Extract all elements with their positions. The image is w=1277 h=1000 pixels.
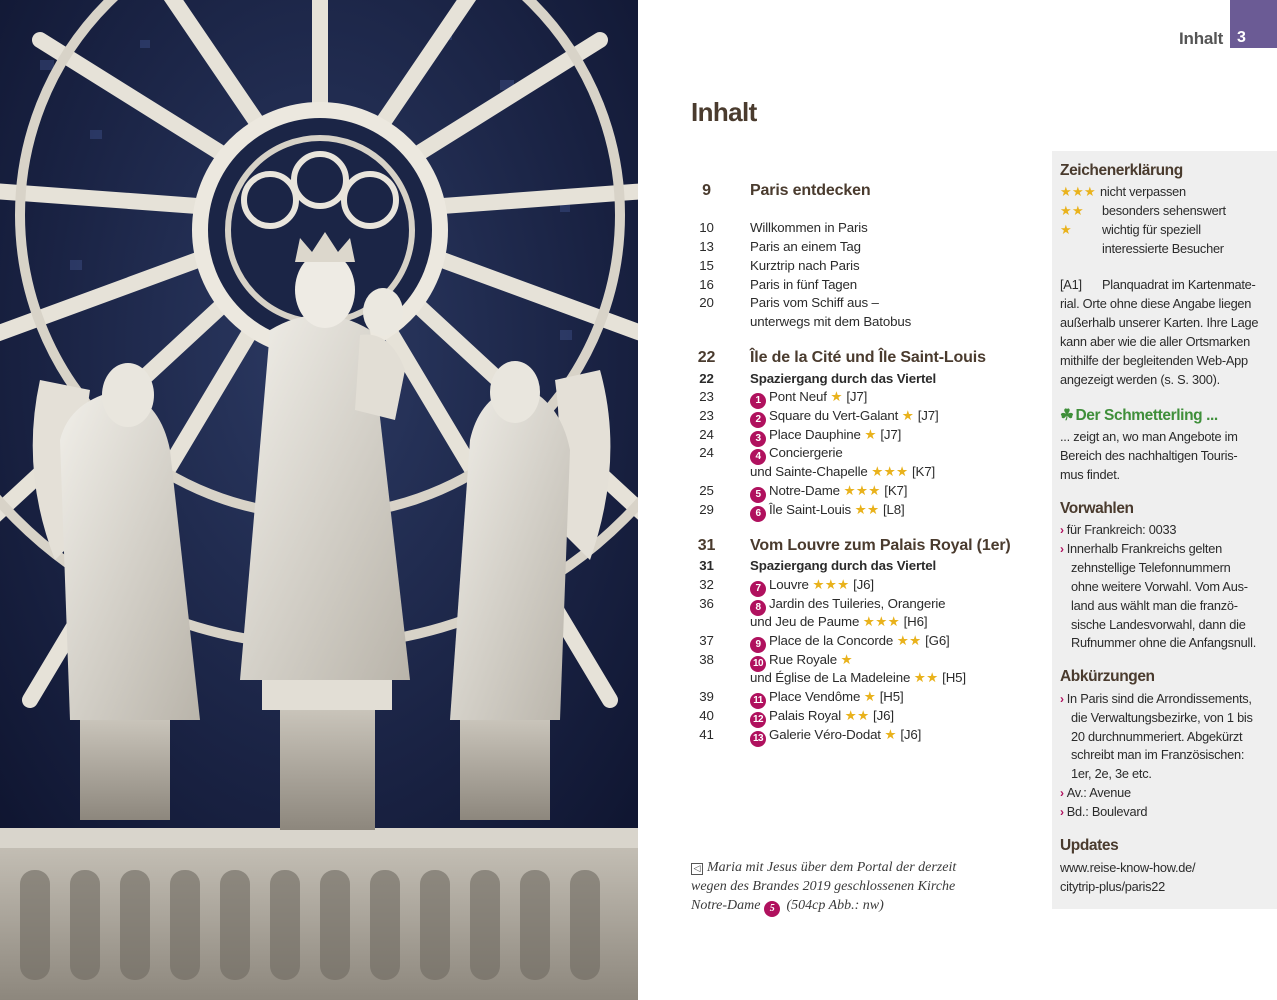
map-grid-ref: [J7] xyxy=(880,427,902,442)
toc-entry-text: Jardin des Tuileries, Orangerie xyxy=(769,596,946,611)
map-grid-ref: [H5] xyxy=(879,689,904,704)
butterfly-icon: ☘ xyxy=(1060,407,1074,424)
map-grid-ref: [K7] xyxy=(884,483,908,498)
abk-text: Bd.: Boulevard xyxy=(1066,804,1148,819)
toc-entry-text: Notre-Dame xyxy=(769,483,840,498)
toc-page-number: 36 xyxy=(699,596,714,611)
toc-entry-text: Palais Royal xyxy=(769,708,842,723)
toc-page-number: 22 xyxy=(699,371,714,386)
running-header-label: Inhalt xyxy=(1179,29,1224,48)
vorwahlen-text: zehnstellige Telefonnummern xyxy=(1071,560,1231,575)
toc-page-number: 24 xyxy=(699,427,714,442)
caption-line: Maria mit Jesus über dem Portal der derzeit xyxy=(707,860,957,875)
photo-illustration xyxy=(0,0,638,1000)
rating-stars-icon: ★★ xyxy=(844,708,870,723)
photo-caption xyxy=(691,858,991,917)
rating-stars-icon: ★ xyxy=(1060,222,1072,237)
cover-photo-notre-dame-statues xyxy=(0,0,638,1000)
toc-entry-text: Paris in fünf Tagen xyxy=(750,277,858,292)
toc-page-number: 31 xyxy=(699,558,714,573)
sight-number-badge: 8 xyxy=(750,600,766,616)
map-grid-ref: [J6] xyxy=(900,727,922,742)
legend-row xyxy=(1060,220,1201,239)
toc-section-title: Paris entdecken xyxy=(750,182,871,199)
toc-entry-text: Louvre xyxy=(769,577,809,592)
grid-note-line: kann aber wie die aller Ortsmarken xyxy=(1060,334,1250,349)
rating-stars-icon: ★★★ xyxy=(1060,184,1096,199)
toc-entry-text: Place de la Concorde xyxy=(769,633,894,648)
butterfly-heading xyxy=(1060,406,1218,425)
toc-entry-text: Square du Vert-Galant xyxy=(769,408,899,423)
map-grid-ref: [H5] xyxy=(942,670,966,685)
toc-entry-text: und Jeu de Paume xyxy=(750,614,860,629)
rating-stars-icon: ★★ xyxy=(854,502,880,517)
legend-text: nicht verpassen xyxy=(1100,184,1186,199)
vorwahlen-item xyxy=(1060,539,1222,559)
toc-entry-text: Conciergerie xyxy=(769,445,843,460)
toc-entry-text: Île Saint-Louis xyxy=(769,502,852,517)
sight-number-badge: 3 xyxy=(750,431,766,447)
grid-code: [A1] xyxy=(1060,277,1082,292)
map-grid-ref: [K7] xyxy=(912,464,936,479)
rating-stars-icon: ★ xyxy=(830,389,843,404)
caption-line: Notre-Dame xyxy=(691,898,761,913)
toc-page-number: 24 xyxy=(699,445,714,460)
map-grid-ref: [J6] xyxy=(853,577,874,592)
toc-page-number: 29 xyxy=(699,502,714,517)
sight-number-badge: 5 xyxy=(750,487,766,503)
chevron-right-icon: › xyxy=(1060,542,1064,556)
vorwahlen-item xyxy=(1060,520,1176,540)
updates-link[interactable]: www.reise-know-how.de/ xyxy=(1060,860,1196,875)
abk-text: 1er, 2e, 3e etc. xyxy=(1071,766,1152,781)
vorwahlen-heading: Vorwahlen xyxy=(1060,500,1134,517)
chevron-right-icon: › xyxy=(1060,692,1064,706)
abk-item xyxy=(1060,783,1131,803)
legend-sidebar xyxy=(1052,151,1277,909)
toc-entry-text: Willkommen in Paris xyxy=(750,220,868,235)
grid-note-line: außerhalb unserer Karten. Ihre Lage xyxy=(1060,315,1259,330)
vorwahlen-text: Innerhalb Frankreichs gelten xyxy=(1066,541,1222,556)
toc-entry-text: unterwegs mit dem Batobus xyxy=(750,314,912,329)
toc-page-number: 32 xyxy=(699,577,714,592)
abk-text: die Verwaltungsbezirke, von 1 bis xyxy=(1071,710,1253,725)
map-grid-ref: [G6] xyxy=(925,633,950,648)
rating-stars-icon: ★ xyxy=(840,652,853,667)
toc-entry-text: Spaziergang durch das Viertel xyxy=(750,371,937,386)
toc-page-number: 16 xyxy=(699,277,714,292)
rating-stars-icon: ★ xyxy=(863,689,877,704)
sight-number-badge: 4 xyxy=(750,449,766,465)
rating-stars-icon: ★ xyxy=(864,427,877,442)
updates-link[interactable]: citytrip-plus/paris22 xyxy=(1060,879,1165,894)
sight-number-badge: 1 xyxy=(750,393,766,409)
map-grid-ref: [H6] xyxy=(903,614,928,629)
toc-page-number: 37 xyxy=(699,633,714,648)
rating-stars-icon: ★★★ xyxy=(812,577,850,592)
map-grid-ref: [J6] xyxy=(873,708,894,723)
legend-text: wichtig für speziell xyxy=(1102,222,1201,237)
toc-entry-text: Kurztrip nach Paris xyxy=(750,258,860,273)
toc-entry-text: Paris vom Schiff aus – xyxy=(750,295,879,310)
toc-page-number: 15 xyxy=(699,258,714,273)
map-grid-ref: [J7] xyxy=(917,408,939,423)
toc-page-number: 40 xyxy=(699,708,714,723)
caption-line: wegen des Brandes 2019 geschlossenen Kirche xyxy=(691,879,956,894)
toc-page-number: 9 xyxy=(702,182,711,199)
butterfly-line: ... zeigt an, wo man Angebote im xyxy=(1060,429,1238,444)
toc-entry-text: und Sainte-Chapelle xyxy=(750,464,868,479)
sight-number-badge: 13 xyxy=(750,731,766,747)
rating-stars-icon: ★★★ xyxy=(871,464,909,479)
rating-stars-icon: ★★ xyxy=(1060,203,1084,218)
rating-stars-icon: ★★★ xyxy=(843,483,881,498)
toc-entry-text: Place Dauphine xyxy=(769,427,861,442)
abk-item xyxy=(1060,689,1252,709)
grid-note-line: angezeigt werden (s. S. 300). xyxy=(1060,372,1220,387)
sight-number-badge: 11 xyxy=(750,693,766,709)
toc-entry-text: Paris an einem Tag xyxy=(750,239,861,254)
vorwahlen-text: land aus wählt man die franzö- xyxy=(1071,598,1238,613)
butterfly-line: Bereich des nachhaltigen Touris- xyxy=(1060,448,1238,463)
caption-credit: (504cp Abb.: nw) xyxy=(786,898,884,913)
sight-number-badge: 7 xyxy=(750,581,766,597)
toc-entry-text: Place Vendôme xyxy=(769,689,861,704)
toc-page-number: 38 xyxy=(699,652,714,667)
sight-number-badge: 2 xyxy=(750,412,766,428)
abk-text: Av.: Avenue xyxy=(1066,785,1131,800)
legend-text: interessierte Besucher xyxy=(1102,241,1224,256)
grid-note-line: rial. Orte ohne diese Angabe liegen xyxy=(1060,296,1252,311)
toc-page-number: 23 xyxy=(699,408,714,423)
rating-stars-icon: ★★★ xyxy=(862,614,901,629)
rating-stars-icon: ★ xyxy=(884,727,897,742)
chevron-right-icon: › xyxy=(1060,523,1064,537)
sight-number-badge: 9 xyxy=(750,637,766,653)
toc-page-number: 31 xyxy=(697,537,716,554)
rating-stars-icon: ★★ xyxy=(896,633,922,648)
grid-note-line: mithilfe der begleitenden Web-App xyxy=(1060,353,1248,368)
toc-entry-text: Galerie Véro-Dodat xyxy=(769,727,881,742)
toc-page-number: 39 xyxy=(699,689,714,704)
abk-text: 20 durchnummeriert. Abgekürzt xyxy=(1071,729,1243,744)
vorwahlen-text: ohne weitere Vorwahl. Vom Aus- xyxy=(1071,579,1248,594)
chevron-right-icon: › xyxy=(1060,786,1064,800)
sight-number-badge: 6 xyxy=(750,506,766,522)
toc-entry-text: und Église de La Madeleine xyxy=(750,670,911,685)
vorwahlen-text: sische Landesvorwahl, dann die xyxy=(1071,617,1246,632)
toc-page-number: 22 xyxy=(697,349,716,366)
toc-entry-text: Rue Royale xyxy=(769,652,837,667)
legend-text: besonders sehenswert xyxy=(1102,203,1226,218)
toc-section-title: Île de la Cité und Île Saint-Louis xyxy=(750,349,986,366)
sight-number-badge: 5 xyxy=(764,901,780,917)
butterfly-title: Der Schmetterling ... xyxy=(1075,407,1218,424)
grid-note-line xyxy=(1060,275,1256,294)
abk-item xyxy=(1060,802,1147,822)
abkuerzungen-heading: Abkürzungen xyxy=(1060,668,1155,685)
toc-page-number: 20 xyxy=(699,295,714,310)
butterfly-line: mus findet. xyxy=(1060,467,1120,482)
toc-page-number: 25 xyxy=(699,483,714,498)
legend-row xyxy=(1060,182,1186,201)
arrow-left-icon: ◁ xyxy=(691,863,703,875)
toc-page-number: 41 xyxy=(699,727,714,742)
sight-number-badge: 12 xyxy=(750,712,766,728)
page-title: Inhalt xyxy=(691,97,757,127)
legend-title: Zeichenerklärung xyxy=(1060,162,1183,179)
page-number: 3 xyxy=(1237,29,1246,46)
rating-stars-icon: ★ xyxy=(901,408,915,423)
toc-page-number: 10 xyxy=(699,220,714,235)
updates-heading: Updates xyxy=(1060,837,1119,854)
map-grid-ref: [J7] xyxy=(846,389,868,404)
vorwahlen-text: Rufnummer ohne die Anfangsnull. xyxy=(1071,635,1257,650)
abk-text: In Paris sind die Arrondissements, xyxy=(1066,691,1252,706)
abk-text: schreibt man im Französischen: xyxy=(1071,747,1245,762)
toc-page-number: 23 xyxy=(699,389,714,404)
rating-stars-icon: ★★ xyxy=(913,670,939,685)
map-grid-ref: [L8] xyxy=(882,502,905,517)
toc-page-number: 13 xyxy=(699,239,714,254)
page-number-tab xyxy=(1230,0,1277,48)
toc-section-title: Vom Louvre zum Palais Royal (1er) xyxy=(750,537,1011,554)
toc-entry-text: Spaziergang durch das Viertel xyxy=(750,558,937,573)
grid-note-text: Planquadrat im Kartenmate- xyxy=(1102,277,1256,292)
legend-row xyxy=(1060,201,1226,220)
vorwahlen-text: für Frankreich: 0033 xyxy=(1066,522,1177,537)
toc-entry-text: Pont Neuf xyxy=(769,389,827,404)
sight-number-badge: 10 xyxy=(750,656,766,672)
chevron-right-icon: › xyxy=(1060,805,1064,819)
